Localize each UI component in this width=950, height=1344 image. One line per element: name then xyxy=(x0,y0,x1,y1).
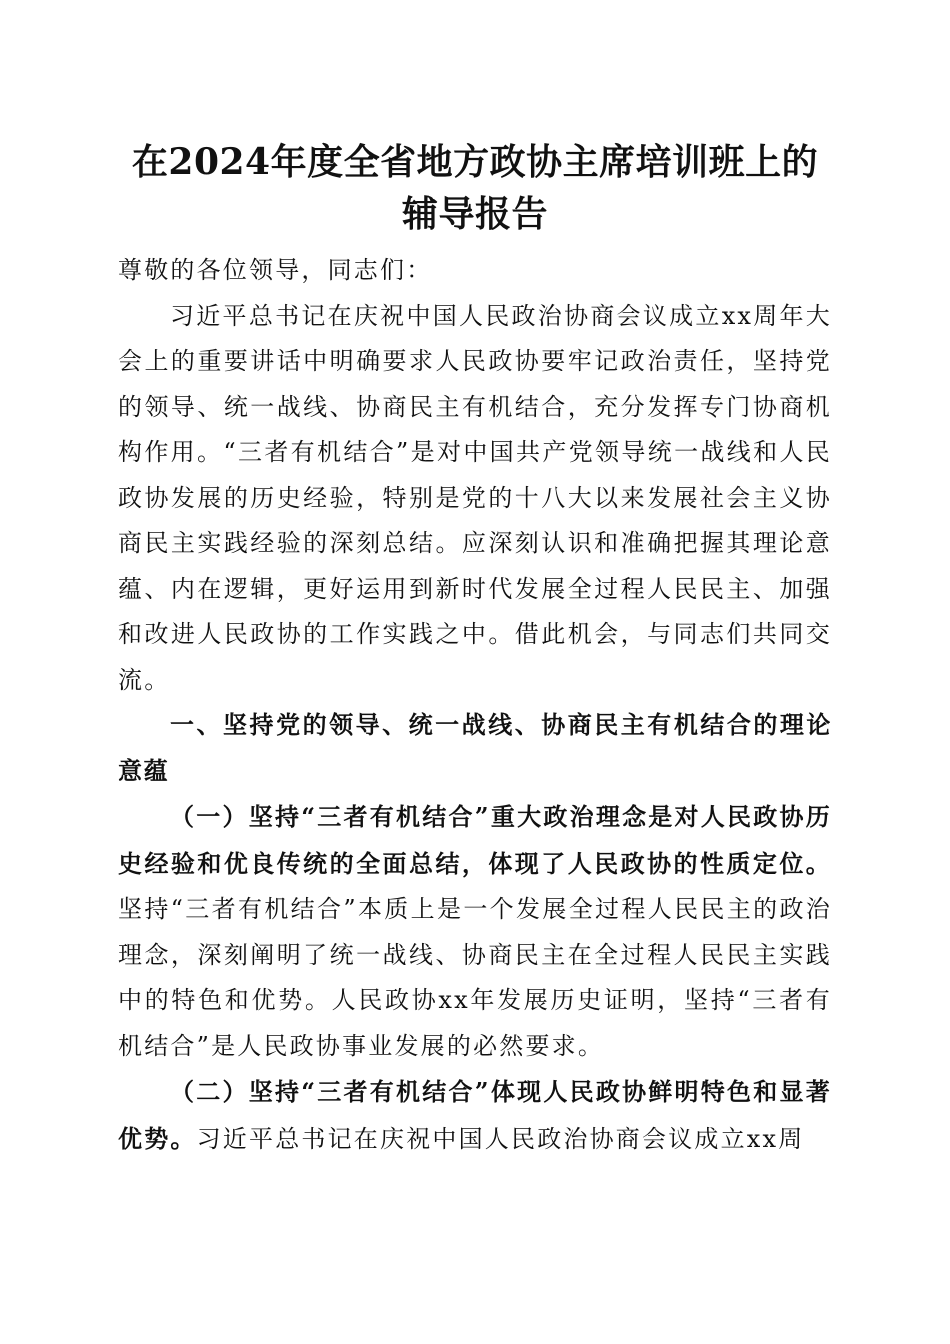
intro-paragraph: 习近平总书记在庆祝中国人民政治协商会议成立xx周年大会上的重要讲话中明确要求人民政协要牢记政治责任，坚持党的领导、统一战线、协商民主有机结合，充分发挥专门协商机构作用。“三者有机结合”是对中国共产党领导统一战线和人民政协发展的历史经验，特别是党的十八大以来发展社会主义协商民主实践经验的深刻总结。应深刻认识和准确把握其理论意蕴、内在逻辑，更好运用到新时代发展全过程人民民主、加强和改进人民政协的工作实践之中。借此机会，与同志们共同交流。 xyxy=(118,301,832,694)
subsection-paragraph-2 xyxy=(118,1069,832,1162)
subsection-label-2: （二）坚持“三者有机结合”体现人民政协鲜明特色和显著优势。 xyxy=(118,1077,832,1153)
document-title: 在2024年度全省地方政协主席培训班上的辅导报告 xyxy=(131,141,819,235)
section-heading-1: 一、坚持党的领导、统一战线、协商民主有机结合的理论意蕴 xyxy=(118,711,832,785)
subsection-label-1: （一）坚持“三者有机结合”重大政治理念是对人民政协历史经验和优良传统的全面总结，体现了人民政协的性质定位。 xyxy=(118,802,832,878)
subsection-body-1: 坚持“三者有机结合”本质上是一个发展全过程人民民主的政治理念，深刻阐明了统一战线、协商民主在全过程人民民主实践中的特色和优势。人民政协xx年发展历史证明，坚持“三者有机结合”是人民政协事业发展的必然要求。 xyxy=(118,895,832,1060)
subsection-body-2: 习近平总书记在庆祝中国人民政治协商会议成立xx周 xyxy=(196,1124,805,1153)
salutation: 尊敬的各位领导，同志们： xyxy=(118,256,433,284)
document-body xyxy=(118,248,832,1162)
subsection-paragraph-1 xyxy=(118,794,832,1069)
